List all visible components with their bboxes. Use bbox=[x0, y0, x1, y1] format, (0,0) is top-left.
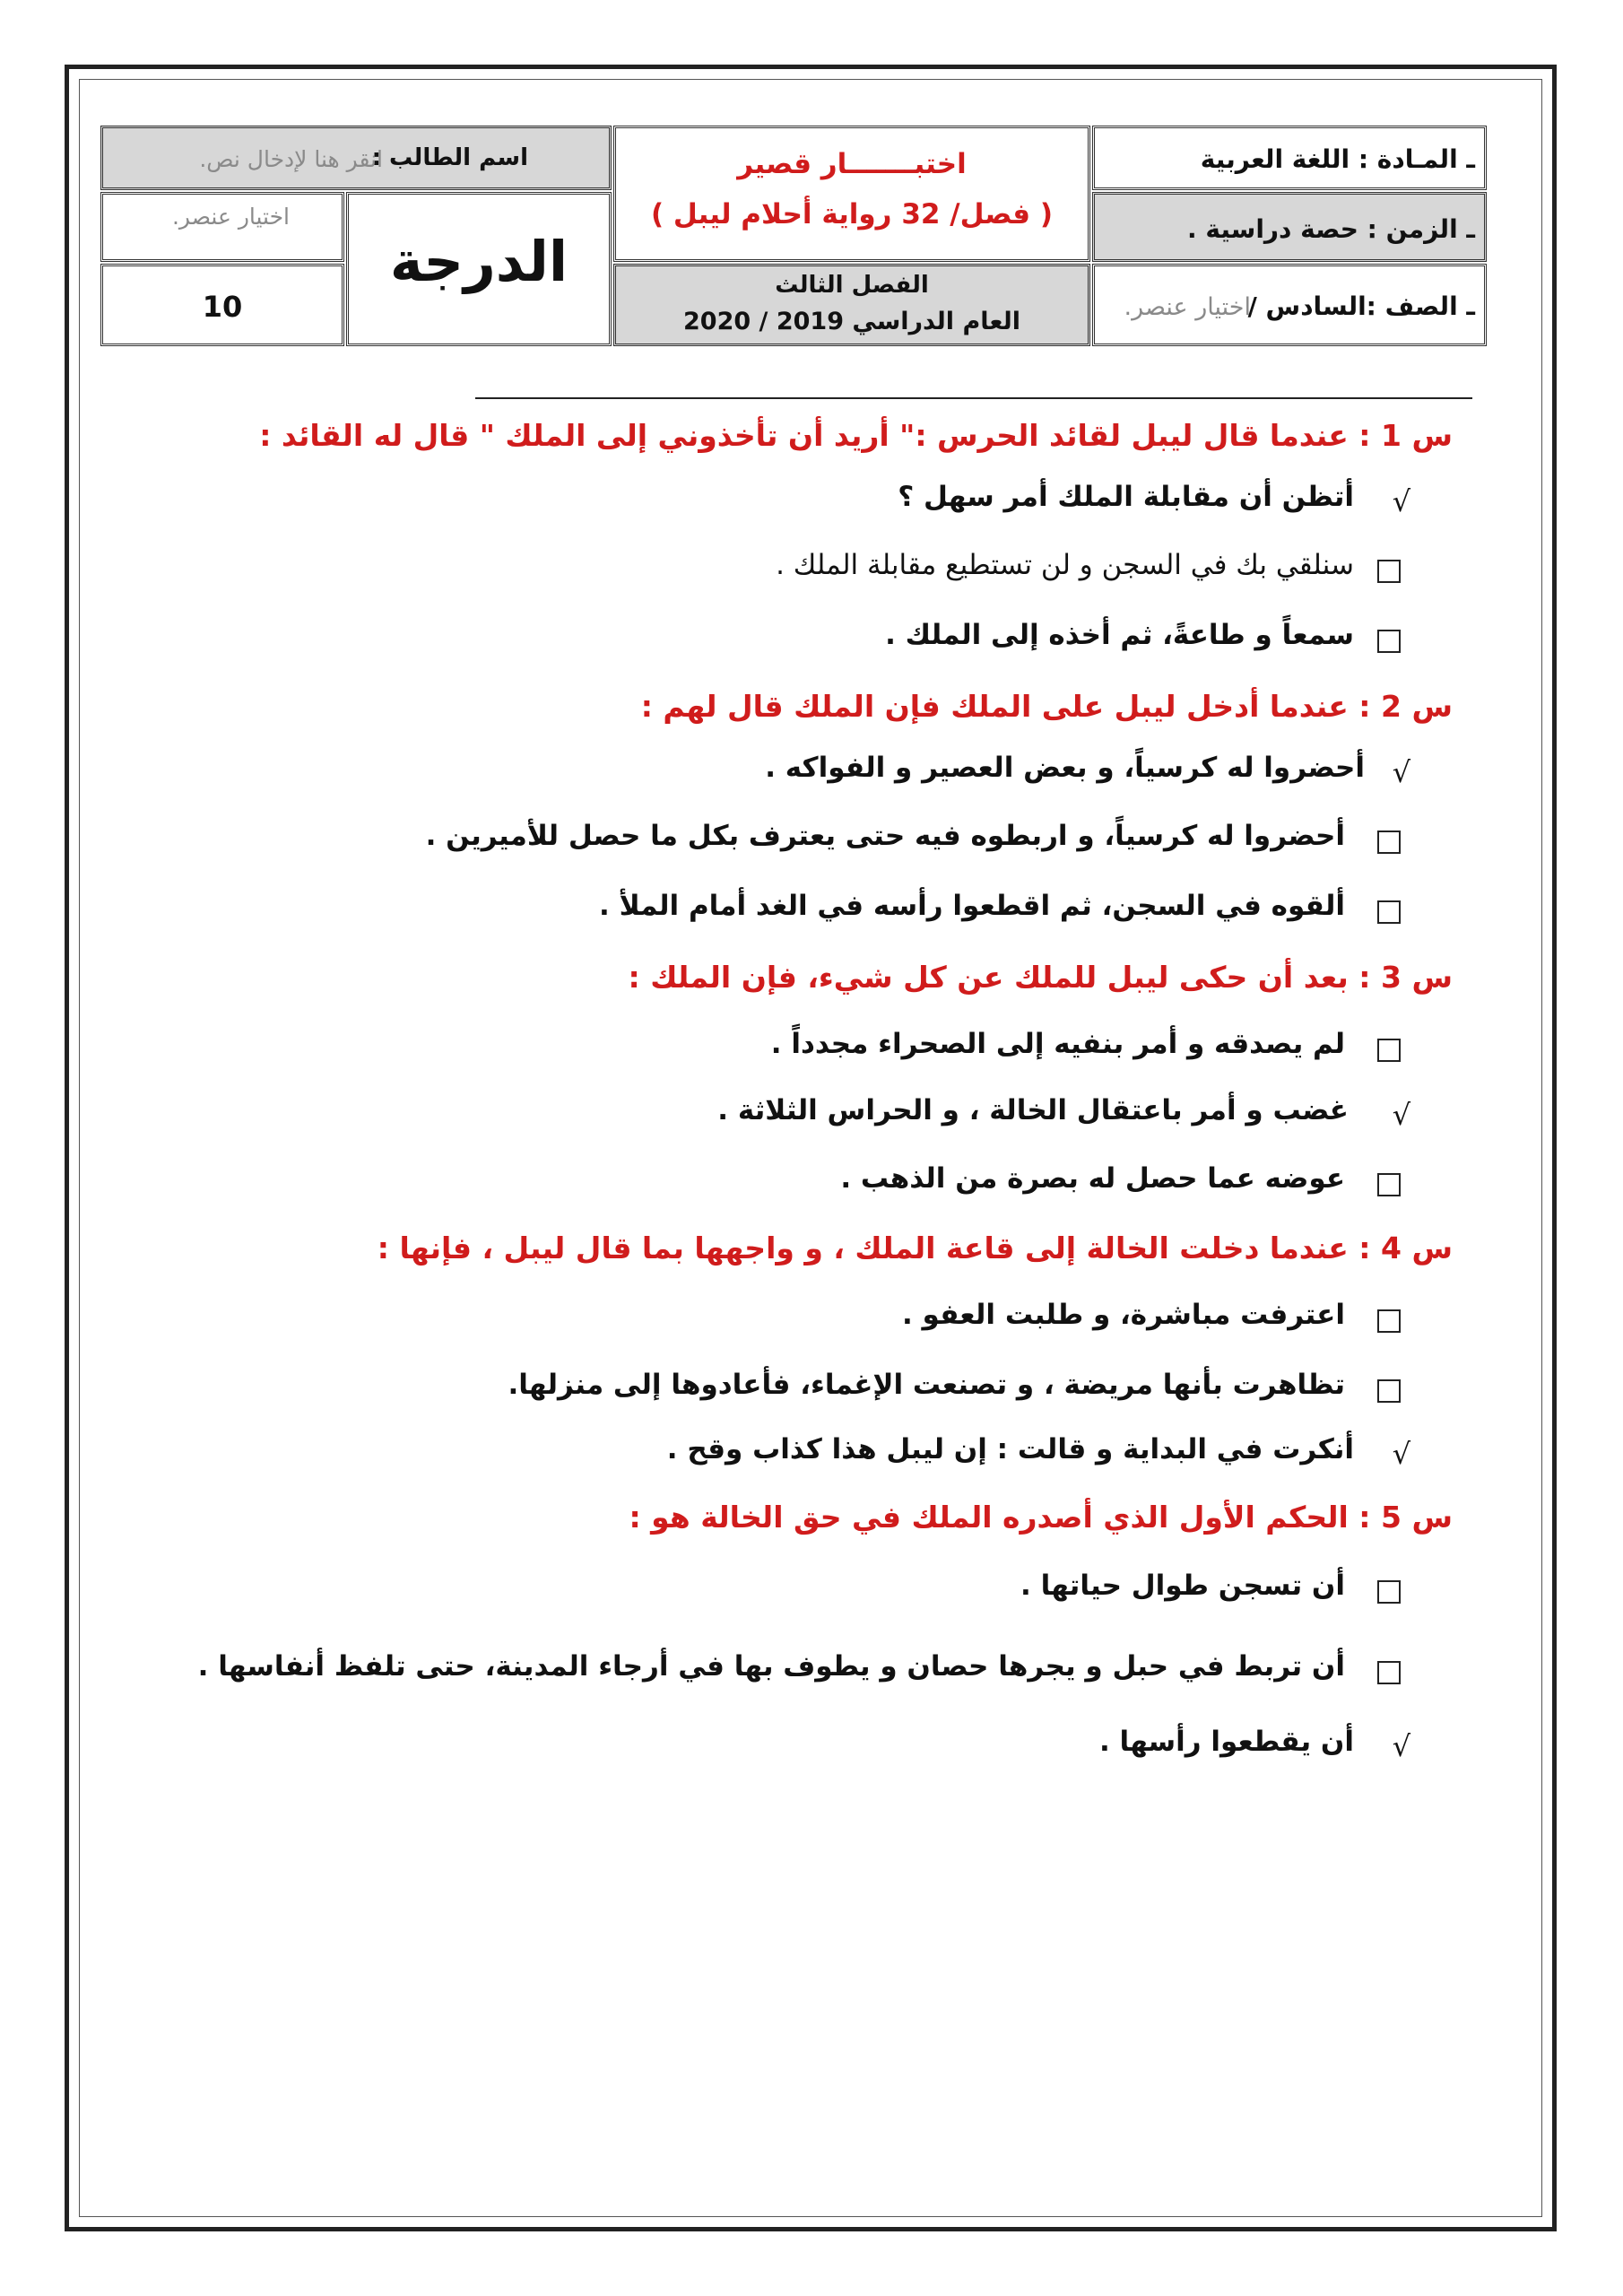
q5-option-2: أن تربط في حبل و يجرها حصان و يطوف بها في أرجاء المدينة، حتى تلفظ أنفاسها . bbox=[197, 1650, 1345, 1683]
page-inner-border bbox=[79, 79, 1542, 2217]
q5-option-1: أن تسجن طوال حياتها . bbox=[1020, 1570, 1345, 1602]
check-mark[interactable]: √ bbox=[1392, 1437, 1411, 1471]
student-name-input[interactable]: انقر هنا لإدخال نص. bbox=[199, 146, 383, 172]
q4-option-3: أنكرت في البداية و قالت : إن ليبل هذا كذاب وقح . bbox=[666, 1433, 1354, 1465]
subject-cell bbox=[1092, 126, 1487, 190]
q4-option-1: اعترفت مباشرة، و طلبت العفو . bbox=[901, 1299, 1345, 1331]
q2-option-1: أحضروا له كرسياً، و بعض العصير و الفواكه . bbox=[765, 752, 1365, 784]
divider-line bbox=[475, 397, 1472, 399]
question-3: س 3 : بعد أن حكى ليبل للملك عن كل شيء، فإن الملك : bbox=[628, 960, 1453, 995]
checkbox[interactable] bbox=[1377, 1661, 1401, 1684]
student-name-cell bbox=[100, 126, 612, 190]
q3-option-3: عوضه عما حصل له بصرة من الذهب . bbox=[840, 1162, 1345, 1195]
checkbox[interactable] bbox=[1377, 1309, 1401, 1333]
score-max: 10 bbox=[202, 290, 243, 324]
quiz-title-cell bbox=[613, 126, 1090, 262]
student-name-label: اسم الطالب : bbox=[371, 144, 528, 171]
question-4: س 4 : عندما دخلت الخالة إلى قاعة الملك ، و واجهها بما قال ليبل ، فإنها : bbox=[377, 1231, 1453, 1265]
subject-label: ـ المـادة : اللغة العربية bbox=[1200, 144, 1475, 174]
q3-option-2: غضب و أمر باعتقال الخالة ، و الحراس الثلاثة . bbox=[717, 1094, 1349, 1126]
checkbox[interactable] bbox=[1377, 1580, 1401, 1604]
year-label: العام الدراسي 2019 / 2020 bbox=[683, 308, 1020, 335]
check-mark[interactable]: √ bbox=[1392, 484, 1411, 518]
quiz-subtitle: ( فصل/ 32 رواية أحلام ليبل ) bbox=[650, 198, 1054, 230]
quiz-title: اختبـــــــار قصير bbox=[737, 148, 967, 180]
score-label-cell bbox=[346, 192, 612, 346]
checkbox[interactable] bbox=[1377, 560, 1401, 583]
score-max-cell bbox=[100, 264, 344, 346]
checkbox[interactable] bbox=[1377, 900, 1401, 924]
time-cell bbox=[1092, 192, 1487, 262]
q1-option-1: أتظن أن مقابلة الملك أمر سهل ؟ bbox=[898, 481, 1354, 513]
score-value-cell bbox=[100, 192, 344, 262]
score-label: الدرجة bbox=[389, 229, 568, 294]
grade-cell bbox=[1092, 264, 1487, 346]
term-cell bbox=[613, 264, 1090, 346]
q2-option-3: ألقوه في السجن، ثم اقطعوا رأسه في الغد أمام الملأ . bbox=[599, 890, 1345, 922]
checkbox[interactable] bbox=[1377, 1379, 1401, 1403]
checkbox[interactable] bbox=[1377, 1039, 1401, 1062]
question-2: س 2 : عندما أدخل ليبل على الملك فإن الملك قال لهم : bbox=[640, 689, 1453, 724]
checkbox[interactable] bbox=[1377, 630, 1401, 653]
grade-select[interactable]: اختيار عنصر. bbox=[1124, 293, 1251, 321]
question-5: س 5 : الحكم الأول الذي أصدره الملك في حق الخالة هو : bbox=[629, 1500, 1453, 1535]
time-label: ـ الزمن : حصة دراسية . bbox=[1187, 214, 1475, 244]
q4-option-2: تظاهرت بأنها مريضة ، و تصنعت الإغماء، فأعادوها إلى منزلها. bbox=[508, 1369, 1345, 1401]
q1-option-3: سمعاً و طاعةً، ثم أخذه إلى الملك . bbox=[885, 619, 1354, 651]
check-mark[interactable]: √ bbox=[1392, 755, 1411, 789]
score-select[interactable]: اختيار عنصر. bbox=[171, 204, 290, 230]
question-1: س 1 : عندما قال ليبل لقائد الحرس :" أريد أن تأخذوني إلى الملك " قال له القائد : bbox=[259, 418, 1453, 453]
checkbox[interactable] bbox=[1377, 1173, 1401, 1196]
q1-option-2: سنلقي بك في السجن و لن تستطيع مقابلة الملك . bbox=[776, 549, 1354, 581]
term-label: الفصل الثالث bbox=[775, 272, 929, 299]
q2-option-2: أحضروا له كرسياً، و اربطوه فيه حتى يعترف بكل ما حصل للأميرين . bbox=[425, 820, 1345, 852]
q3-option-1: لم يصدقه و أمر بنفيه إلى الصحراء مجدداً . bbox=[770, 1028, 1345, 1060]
grade-label: ـ الصف :السادس / bbox=[1247, 291, 1475, 321]
q5-option-3: أن يقطعوا رأسها . bbox=[1098, 1726, 1354, 1758]
checkbox[interactable] bbox=[1377, 831, 1401, 854]
check-mark[interactable]: √ bbox=[1392, 1098, 1411, 1132]
check-mark[interactable]: √ bbox=[1392, 1729, 1411, 1763]
